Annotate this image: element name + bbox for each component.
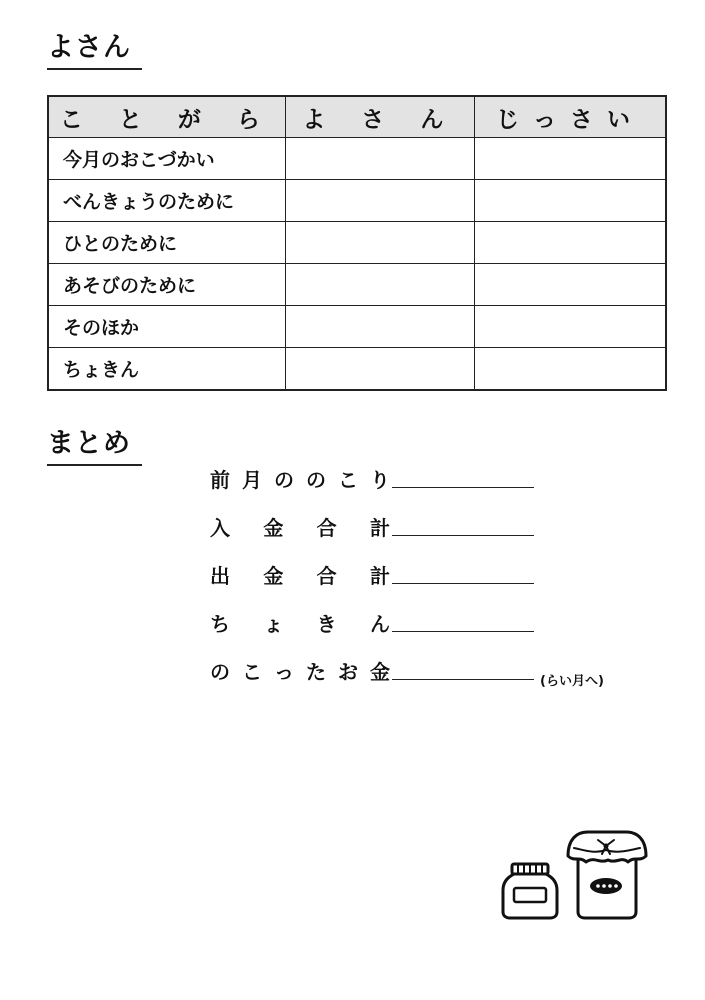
summary-label: 前 月 の の こ り <box>210 468 390 492</box>
matome-section-title: まとめ <box>47 428 142 466</box>
summary-label: 出 金 合 計 <box>210 564 390 588</box>
summary-label: の こ っ た お 金 <box>210 660 390 684</box>
row-label: そのほか <box>48 306 285 348</box>
jissai-cell[interactable] <box>475 348 666 391</box>
header-kotogara: こ と が ら <box>48 96 285 138</box>
summary-answer-line[interactable] <box>392 486 534 488</box>
jam-jar-icon <box>568 832 646 918</box>
table-row <box>48 222 666 264</box>
table-row <box>48 138 666 180</box>
summary-answer-line[interactable] <box>392 534 534 536</box>
jissai-cell[interactable] <box>475 222 666 264</box>
yosan-cell[interactable] <box>285 222 474 264</box>
next-month-note: (らい月へ) <box>540 674 604 689</box>
row-label: あそびのために <box>48 264 285 306</box>
jissai-cell[interactable] <box>475 306 666 348</box>
summary-label: 入 金 合 計 <box>210 516 390 540</box>
table-row <box>48 348 666 391</box>
jars-illustration <box>498 826 648 926</box>
yosan-section-title: よさん <box>47 32 142 70</box>
table-row <box>48 306 666 348</box>
jissai-cell[interactable] <box>475 180 666 222</box>
summary-label: ち ょ き ん <box>210 612 390 636</box>
yosan-cell[interactable] <box>285 306 474 348</box>
budget-table-header-row <box>48 96 666 138</box>
summary-answer-line[interactable] <box>392 582 534 584</box>
summary-row-savings <box>210 589 604 637</box>
row-label: べんきょうのために <box>48 180 285 222</box>
summary-row-remaining <box>210 637 604 689</box>
yosan-cell[interactable] <box>285 348 474 391</box>
header-yosan: よ さ ん <box>285 96 474 138</box>
row-label: 今月のおこづかい <box>48 138 285 180</box>
summary-answer-line[interactable] <box>392 630 534 632</box>
jissai-cell[interactable] <box>475 138 666 180</box>
small-jar-icon <box>503 864 557 918</box>
summary-row-income-total <box>210 493 604 541</box>
header-jissai: じっさい <box>475 96 666 138</box>
summary-row-expense-total <box>210 541 604 589</box>
row-label: ひとのために <box>48 222 285 264</box>
budget-table <box>47 95 667 391</box>
summary-row-previous-balance <box>210 445 604 493</box>
summary-list <box>210 445 604 689</box>
summary-answer-line[interactable] <box>392 678 534 680</box>
yosan-cell[interactable] <box>285 138 474 180</box>
table-row <box>48 264 666 306</box>
yosan-cell[interactable] <box>285 264 474 306</box>
table-row <box>48 180 666 222</box>
jissai-cell[interactable] <box>475 264 666 306</box>
yosan-cell[interactable] <box>285 180 474 222</box>
row-label: ちょきん <box>48 348 285 391</box>
